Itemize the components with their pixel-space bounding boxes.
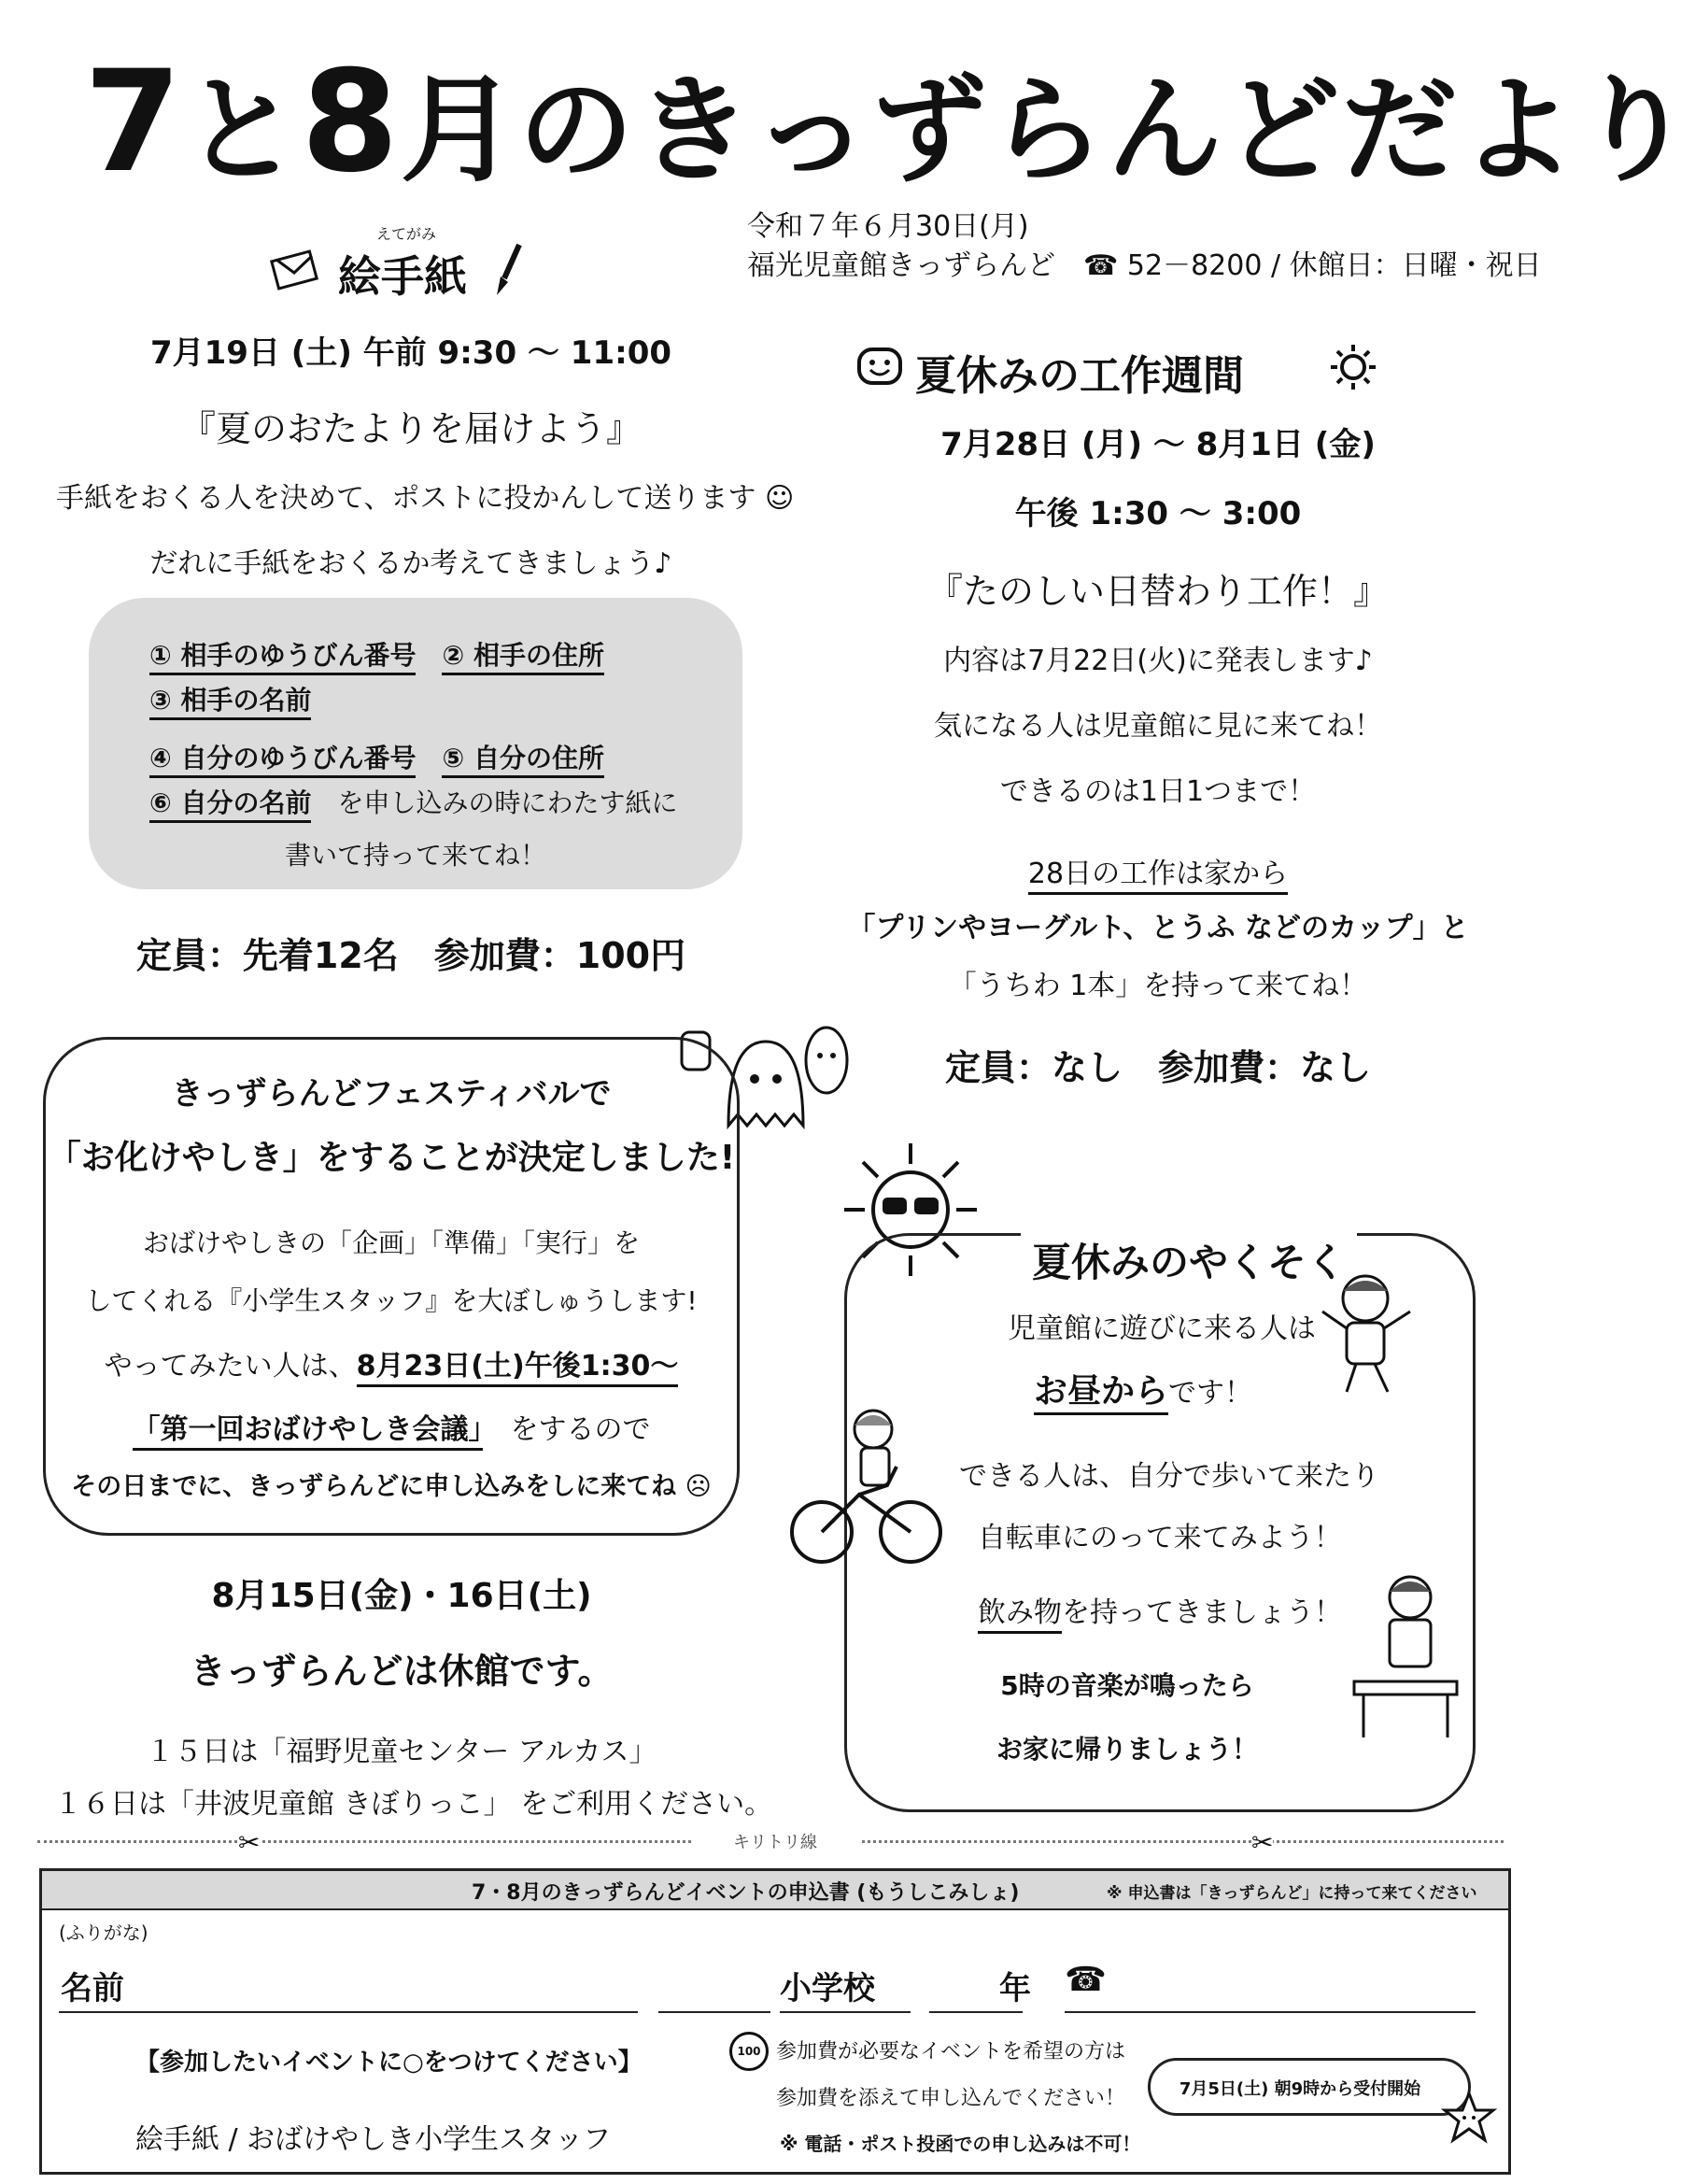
etegami-items-box: ① 相手のゆうびん番号 ② 相手の住所 ③ 相手の名前 ④ 自分のゆうびん番号 ⑤ 自分の住所 ⑥ 自分の名前 を申し込みの時にわたす紙に 書いて持って来てね！ [89,598,742,889]
summer-work-date: 7月28日 (月) ～ 8月1日 (金) [940,426,1376,463]
name-label: 名前 [61,1970,124,2007]
school-field[interactable] [658,2011,770,2013]
cut-line-label: キリトリ線 [691,1829,859,1853]
page-title: 7と8月のきっずらんどだより [84,41,1695,204]
face-icon: ☹ [685,1472,712,1501]
summer-work-subtitle: 『たのしい日替わり工作！』 [926,571,1389,612]
jumping-kid-illustration [1309,1270,1431,1401]
promise-heading: 夏休みのやくそく [1021,1232,1357,1288]
closed-notice: きっずらんどは休館です。 [190,1651,614,1692]
summer-work-capacity: 定員：なし 参加費：なし [944,1047,1371,1088]
sun-icon [1330,344,1377,390]
reception-start-badge: 7月5日(土) 朝9時から受付開始 [1148,2058,1471,2116]
phone-hours: ☎ 52－8200 / 休館日：日曜・祝日 [1083,249,1542,282]
etegami-capacity: 定員：先着12名 参加費：100円 [135,935,686,976]
header-info [747,207,1542,286]
choose-instruction: 【参加したいイベントに○をつけてください】 [135,2049,643,2077]
form-title: 7・8月のきっずらんどイベントの申込書 (もうしこみしょ) [472,1881,1020,1905]
brush-icon [491,241,529,297]
etegami-date: 7月19日 (土) 午前 9:30 ～ 11:00 [149,334,672,372]
grade-label: 年 [999,1970,1031,2007]
closed-dates: 8月15日(金)・16日(土) [211,1577,592,1615]
scissors-icon: ✂ [238,1827,261,1858]
yen-100-icon: 100 [729,2032,769,2071]
star-icon [1441,2090,1497,2146]
envelope-icon [271,250,321,291]
name-field[interactable] [59,2011,638,2013]
etegami-line1: 手紙をおくる人を決めて、ポストに投かんして送ります ☺ [56,482,795,515]
etegami-line2: だれに手紙をおくるか考えてきましょう♪ [149,547,672,580]
form-title-bar [42,1871,1508,1910]
phone-icon: ☎ [1065,1961,1107,1999]
bicycle-kid-illustration [784,1401,943,1569]
grade-field[interactable] [929,2011,1023,2013]
org-name: 福光児童館きっずらんど [747,249,1055,282]
smile-face-icon [857,344,902,389]
phone-field[interactable] [1065,2011,1476,2013]
item: ④ 自分のゆうびん番号 [149,743,416,778]
festival-box: きっずらんどフェスティバルで 「お化けやしき」をすることが決定しました! おばけやしきの「企画」「準備」「実行」を してくれる『小学生スタッフ』を大ぼしゅうします! やってみたい人は、8月23日(土)午後1:30～ 「第一回おばけやしき会議」 をするので その日までに、きっずらんどに申し込みをしに来てね ☹ [43,1037,740,1536]
issue-date: 令和７年６月30日(月) [747,210,1029,243]
item: ② 相手の住所 [442,640,603,675]
scissors-icon: ✂ [1251,1827,1274,1858]
form-note: ※ 申込書は「きっずらんど」に持って来てください [1107,1884,1477,1903]
item: ① 相手のゆうびん番号 [149,640,416,675]
item: ③ 相手の名前 [149,685,311,720]
drinking-kid-illustration [1345,1569,1466,1756]
etegami-subtitle: 『夏のおたよりを届けよう』 [179,408,642,449]
promise-box: 夏休みのやくそく 児童館に遊びに来る人は お昼からです！ できる人は、自分で歩いて来たり 自転車にのって来てみよう！ 飲み物を持ってきましょう！ 5時の音楽が鳴ったら お家に帰りましょう！ [844,1233,1476,1812]
school-label: 小学校 [780,1970,875,2007]
application-form: 7・8月のきっずらんどイベントの申込書 (もうしこみしょ) ※ 申込書は「きっずらんど」に持って来てください (ふりがな) 名前 小学校 年 ☎ 【参加したいイベントに○をつけてください】 絵手紙 / おばけやしき小学生スタッフ 100 参加費が必要なイベントを希望の方は 参加費を添えて申し込んでください！ ※ 電話・ポスト投函での申し込みは不可！ 7月5日(土) 朝9時から受付開始 [39,1868,1511,2175]
event-choices[interactable]: 絵手紙 / おばけやしき小学生スタッフ [135,2123,612,2156]
item: ⑤ 自分の住所 [442,743,603,778]
summer-work-time: 午後 1:30 ～ 3:00 [1014,495,1302,532]
item: ⑥ 自分の名前 [149,787,311,823]
smile-icon: ☺ [764,482,795,515]
